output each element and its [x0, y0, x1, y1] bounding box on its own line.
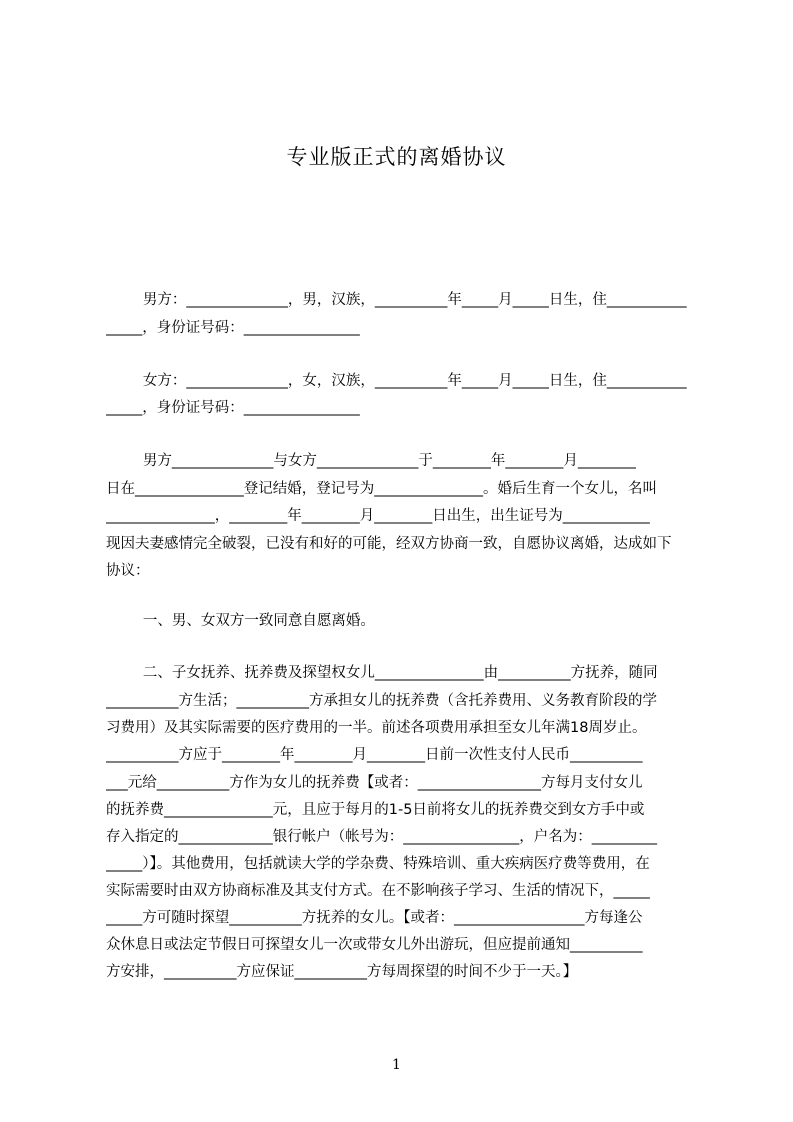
text-line: 女方：______________，女，汉族，__________年_____月_____日生，住___________ — [106, 373, 687, 389]
text-line: 日在_______________登记结婚，登记号为_______________。婚后生育一个女儿，名叫 — [106, 481, 657, 497]
text-line: ___元给__________方作为女儿的抚养费【或者：_________________方每月支付女儿 — [106, 775, 643, 791]
text-line: _____，身份证号码：________________ — [106, 320, 360, 336]
document-title: 专业版正式的离婚协议 — [286, 145, 507, 169]
text-line: 习费用）及其实际需要的医疗费用的一半。前述各项费用承担至女儿年满18周岁止。 — [106, 720, 647, 736]
text-line: _______________，________年________月________日出生，出生证号为____________ — [106, 508, 650, 524]
text-line: _____，身份证号码：________________ — [106, 400, 360, 416]
text-line: 一、男、女双方一致同意自愿离婚。 — [106, 613, 375, 629]
text-line: 男方______________与女方______________于________年________月________ — [106, 453, 636, 469]
text-line: _____方可随时探望__________方抚养的女儿。【或者：__________________方每逢公 — [106, 910, 643, 926]
text-line: 存入指定的_____________银行帐户（帐号为：________________，户名为：_________ — [106, 829, 657, 845]
text-line: 实际需要时由双方协商标准及其支付方式。在不影响孩子学习、生活的情况下，_____ — [106, 883, 650, 899]
text-line: __________方生活；__________方承担女儿的抚养费（含托养费用、义务教育阶段的学 — [106, 693, 657, 709]
text-line: 协议： — [106, 563, 150, 579]
page-number: 1 — [392, 1057, 401, 1073]
text-line: 二、子女抚养、抚养费及探望权女儿_______________由__________方抚养，随同 — [106, 665, 658, 681]
text-line: 众休息日或法定节假日可探望女儿一次或带女儿外出游玩，但应提前通知__________ — [106, 937, 643, 953]
text-line: 男方：______________，男，汉族，__________年_____月_____日生，住___________ — [106, 292, 687, 308]
text-line: 方安排，__________方应保证__________方每周探望的时间不少于一天。】 — [106, 964, 578, 980]
text-line: 现因夫妻感情完全破裂，已没有和好的可能，经双方协商一致，自愿协议离婚，达成如下 — [106, 536, 672, 552]
text-line: 的抚养费_______________元，且应于每月的1-5日前将女儿的抚养费交到女方手中或 — [106, 802, 645, 818]
text-line: __________方应于________年________月________日前一次性支付人民币__________ — [106, 747, 643, 763]
text-line: _____）】。其他费用，包括就读大学的学杂费、特殊培训、重大疾病医疗费等费用，在 — [106, 856, 650, 872]
